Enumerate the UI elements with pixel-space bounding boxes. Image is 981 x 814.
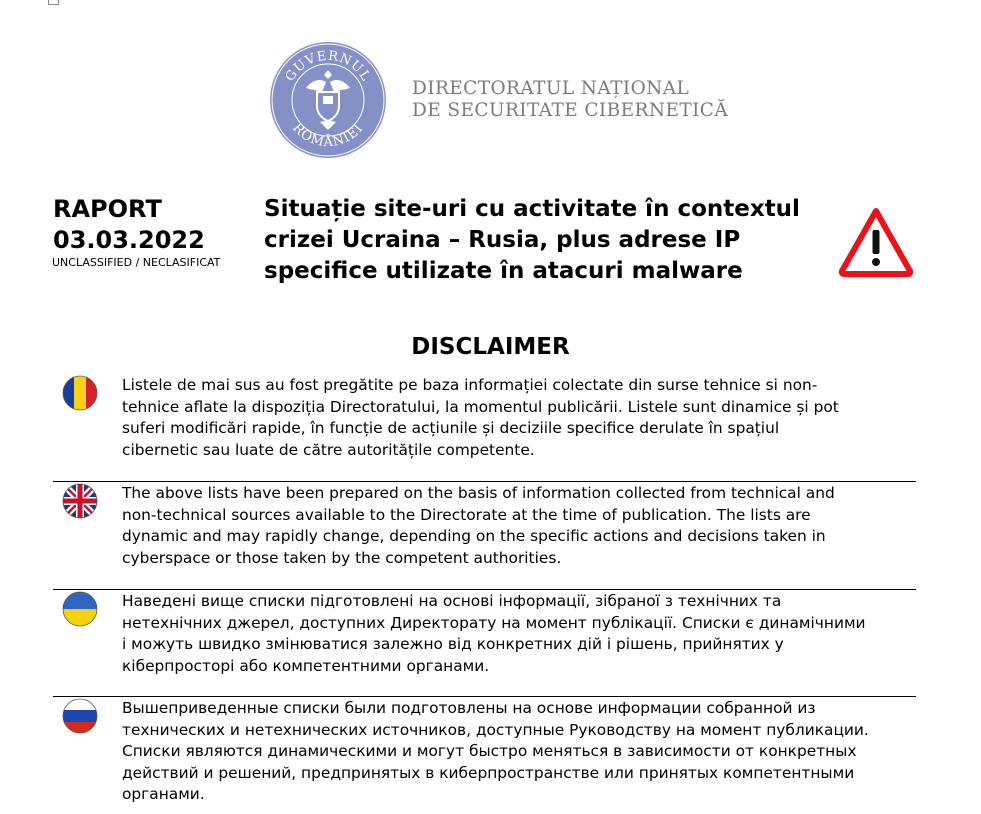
text-line: нетехнічних джерел, доступних Директорату на момент публікації. Списки є динамічними (122, 613, 866, 632)
text-line: non-technical sources available to the Directorate at the time of publication. The lists are (122, 505, 811, 524)
text-line: Вышеприведенные списки были подготовлены на основе информации собранной из (122, 699, 816, 717)
ukraine-flag-icon (62, 591, 98, 627)
seal-text-bottom: ROMÂNIEI (289, 120, 367, 151)
agency-name-line1: DIRECTORATUL NAȚIONAL (412, 78, 690, 99)
disclaimer-text (122, 483, 916, 569)
disclaimer-item-english (53, 481, 916, 582)
report-date: 03.03.2022 (53, 226, 205, 254)
text-line: suferi modificări rapide, în funcție de acțiunile și deciziile specifice derulate în spațiul (122, 419, 780, 438)
text-line: Списки являются динамическими и могут быстро меняться в зависимости от конкретных (122, 742, 857, 761)
text-line: cibernetic sau luate de către autoritățile competente. (122, 440, 535, 459)
disclaimer-item-russian (53, 696, 916, 813)
seal-text-top: GUVERNUL (282, 48, 374, 85)
text-line: технических и нетехнических источников, доступные Руководству на момент публикации. (122, 720, 869, 739)
report-headline (264, 194, 824, 287)
disclaimer-text (122, 591, 916, 677)
text-line: Наведені вище списки підготовлені на основі інформації, зібраної з технічних та (122, 592, 782, 610)
agency-name (412, 78, 728, 122)
page-corner-marker (48, 0, 59, 5)
russia-flag-icon (62, 698, 98, 734)
disclaimer-title: DISCLAIMER (411, 334, 570, 360)
classification-label: UNCLASSIFIED / NECLASIFICAT (52, 256, 221, 269)
disclaimer-item-ukrainian (53, 589, 916, 690)
text-line: The above lists have been prepared on the basis of information collected from technical and (122, 484, 835, 502)
uk-flag-icon (62, 483, 98, 519)
government-seal-logo (268, 40, 388, 160)
text-line: tehnice aflate la dispoziția Directoratului, la momentul publicării. Listele sunt dinamice și pot (122, 397, 839, 416)
warning-icon (837, 206, 915, 278)
text-line: і можуть швидко змінюватися залежно від конкретних дій і рішень, прийнятих у (122, 635, 784, 654)
headline-line: specifice utilizate în atacuri malware (264, 258, 743, 284)
disclaimer-text (122, 375, 916, 461)
report-label: RAPORT (53, 195, 162, 223)
text-line: Listele de mai sus au fost pregătite pe baza informației colectate din surse tehnice si non- (122, 376, 818, 394)
agency-name-line2: DE SECURITATE CIBERNETICĂ (412, 100, 729, 121)
text-line: dynamic and may rapidly change, depending on the specific actions and decisions taken in (122, 527, 826, 546)
headline-line: Situație site-uri cu activitate în contextul (264, 196, 800, 222)
text-line: органами. (122, 785, 205, 804)
romania-flag-icon (62, 375, 98, 411)
headline-line: crizei Ucraina – Rusia, plus adrese IP (264, 227, 741, 253)
text-line: действий и решений, предпринятых в киберпространстве или принятых компетентными (122, 763, 855, 782)
disclaimer-item-romanian (53, 374, 916, 474)
report-label-block (53, 194, 205, 256)
text-line: cyberspace or those taken by the competent authorities. (122, 548, 562, 567)
disclaimer-text (122, 698, 916, 806)
text-line: кіберпросторі або компетентними органами. (122, 656, 490, 675)
